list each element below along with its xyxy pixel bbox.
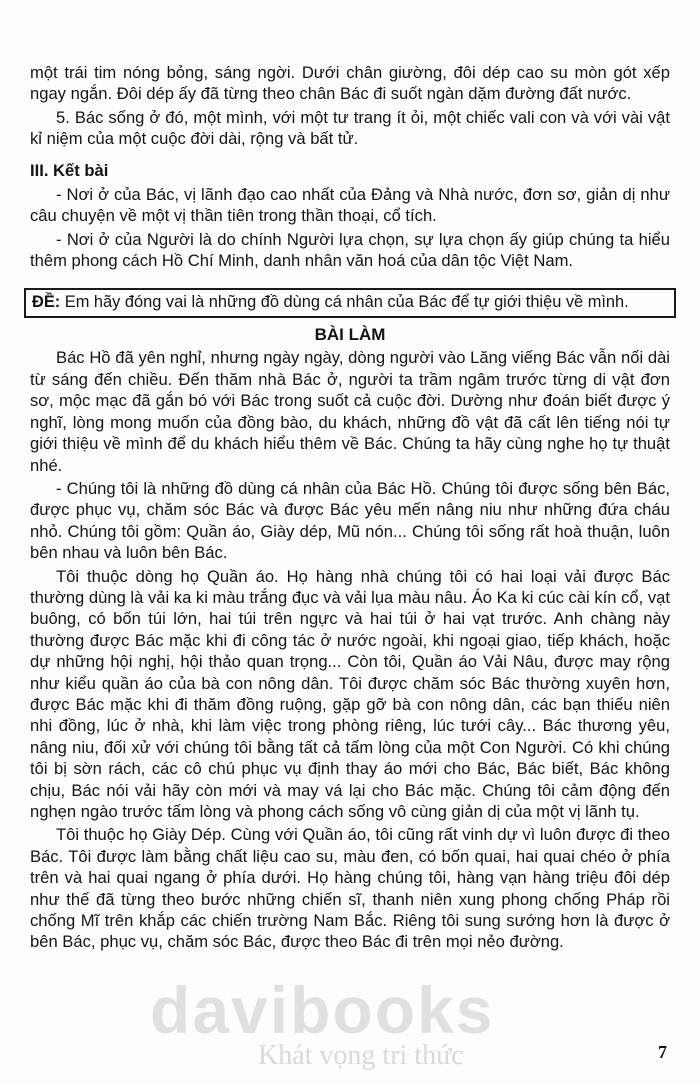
essay-paragraph: - Chúng tôi là những đồ dùng cá nhân của Bác Hồ. Chúng tôi được sống bên Bác, được phục vụ, chăm sóc Bác và được Bác yêu mến nâng niu như những đứa cháu nhỏ. Chúng tôi gồm: Quần áo, Giày dép, Mũ nón... Chúng tôi sống rất hoà thuận, luôn bên nhau và luôn bên Bác. — [30, 478, 670, 563]
essay-paragraph: Tôi thuộc dòng họ Quần áo. Họ hàng nhà chúng tôi có hai loại vải được Bác thường dùng là vải ka ki màu trắng đục và vải lụa màu nâu. Áo Ka ki cúc cài kín cổ, vạt buông, có bốn túi lớn, hai túi trên ngực và hai túi ở hai vạt trước. Anh chàng này thường được Bác mặc khi đi công tác ở nước ngoài, khi ngoại giao, tiếp khách, hoặc dự những hội nghị, hội thảo quan trọng... Còn tôi, Quần áo Vải Nâu, được may rộng như kiểu quần áo của bà con nông dân. Tôi được chăm sóc Bác thường xuyên hơn, được Bác mặc khi đi thăm đồng ruộng, gặp gỡ bà con nông dân, các bạn thiếu niên nhi đồng, lúc ở nhà, khi làm việc trong phòng riêng, lúc tưới cây... Bác thương yêu, nâng niu, đối xử với chúng tôi bằng tất cả tấm lòng của một Con Người. Có khi chúng tôi bị sờn rách, các cô chú phục vụ định thay áo mới cho Bác, Bác biết, Bác không chịu, Bác nói vải hãy còn mới và may vá lại cho Bác mặc. Chúng tôi cảm động đến nghẹn ngào trước tấm lòng và phong cách sống vô cùng giản dị của một vị lãnh tụ. — [30, 566, 670, 821]
intro-paragraph-1: một trái tim nóng bỏng, sáng ngời. Dưới chân giường, đôi dép cao su mòn gót xếp ngay ngắn. Đôi dép ấy đã từng theo chân Bác đi suốt ngàn dặm đường đất nước. — [30, 63, 670, 104]
page-number: 7 — [658, 1042, 667, 1062]
conclusion-point-1: - Nơi ở của Bác, vị lãnh đạo cao nhất của Đảng và Nhà nước, đơn sơ, giản dị như câu chuyện về một vị thần tiên trong thần thoại, cổ tích. — [30, 185, 670, 226]
watermark-slogan: Khát vọng tri thức — [258, 1040, 464, 1071]
conclusion-heading: III. Kết bài — [30, 160, 109, 180]
conclusion-point-2: - Nơi ở của Người là do chính Người lựa chọn, sự lựa chọn ấy giúp chúng ta hiểu thêm phong cách Hồ Chí Minh, danh nhân văn hoá của dân tộc Việt Nam. — [30, 229, 670, 271]
topic-text: Em hãy đóng vai là những đồ dùng cá nhân của Bác để tự giới thiệu về mình. — [64, 292, 629, 311]
topic-label: ĐỀ: — [32, 292, 61, 311]
topic-box — [24, 288, 676, 318]
watermark-logo: davibooks — [150, 973, 495, 1047]
page-content — [30, 62, 670, 953]
essay-paragraph: Bác Hồ đã yên nghỉ, nhưng ngày ngày, dòng người vào Lăng viếng Bác vẫn nối dài từ sáng đến chiều. Đến thăm nhà Bác ở, người ta trầm ngâm trước từng di vật đơn sơ, mộc mạc đã gắn bó với Bác trong suốt cả cuộc đời. Dường như đoán biết được ý nghĩ, lòng mong muốn của đồng bào, du khách, những đồ vật đã cất lên tiếng nói tự giới thiệu về mình để du khách hiểu thêm về Bác. Chúng ta hãy cùng nghe họ tự thuật nhé. — [30, 348, 670, 475]
essay-title: BÀI LÀM — [314, 325, 386, 345]
essay-paragraph: Tôi thuộc họ Giày Dép. Cùng với Quần áo, tôi cũng rất vinh dự vì luôn được đi theo Bác. Tôi được làm bằng chất liệu cao su, màu đen, có bốn quai, hai quai chéo ở phía trên và hai quai ngang ở phía dưới. Họ hàng chúng tôi, hàng vạn hàng triệu đôi dép như thế đã từng theo bước những chiến sĩ, thanh niên xung phong chống Pháp rồi chống Mĩ trên khắp các chiến trường Nam Bắc. Riêng tôi sung sướng hơn là được ở bên Bác, phục vụ, chăm sóc Bác, được theo Bác đi trên mọi nẻo đường. — [30, 825, 670, 952]
intro-paragraph-2: 5. Bác sống ở đó, một mình, với một tư trang ít ỏi, một chiếc vali con và với vài vật kỉ niệm của một cuộc đời dài, rộng và bất tử. — [30, 107, 670, 149]
